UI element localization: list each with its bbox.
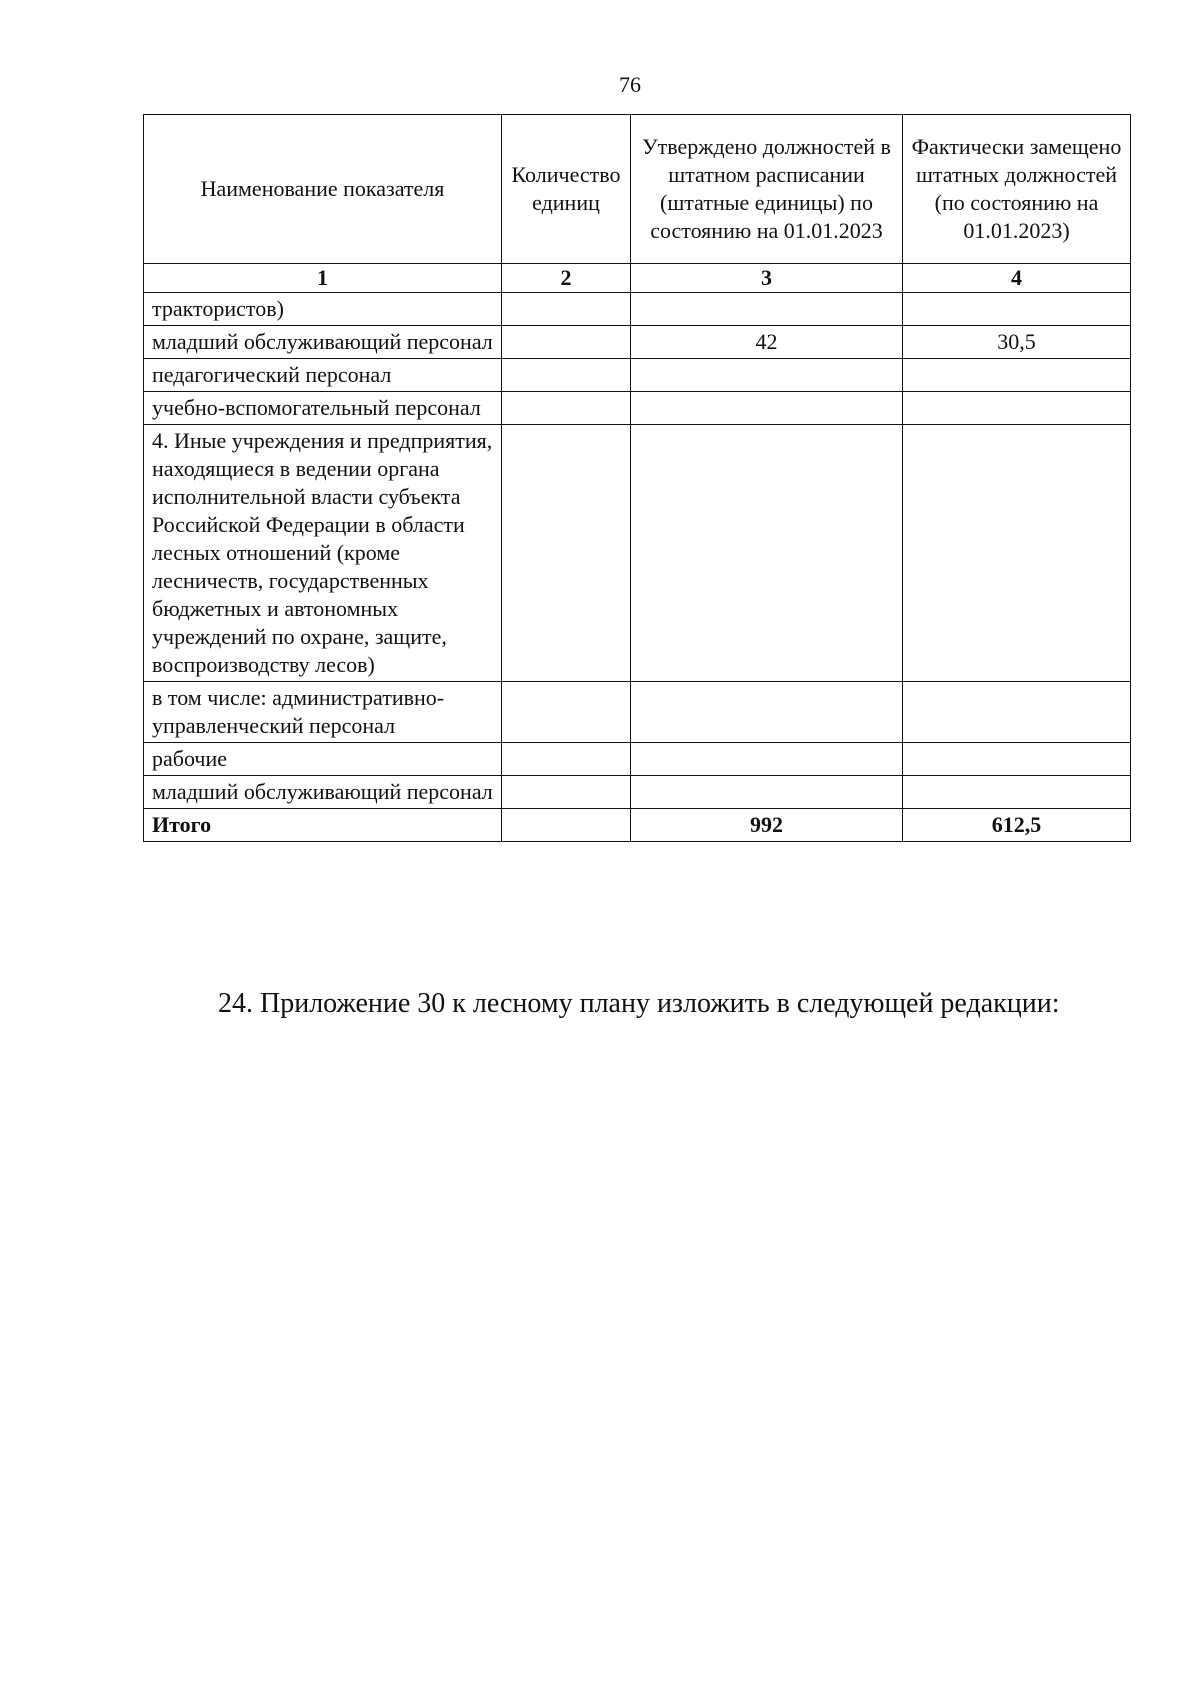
row-actual — [903, 743, 1131, 776]
row-actual — [903, 682, 1131, 743]
row-name: младший обслуживающий персонал — [144, 326, 502, 359]
column-number: 3 — [631, 264, 903, 293]
table-header-row — [144, 115, 1131, 264]
column-number: 2 — [502, 264, 631, 293]
total-actual: 612,5 — [903, 809, 1131, 842]
row-actual — [903, 293, 1131, 326]
total-count — [502, 809, 631, 842]
table-row — [144, 293, 1131, 326]
row-actual — [903, 425, 1131, 682]
row-approved — [631, 743, 903, 776]
row-count — [502, 682, 631, 743]
amendment-paragraph: 24. Приложение 30 к лесному плану изложить в следующей редакции: — [218, 988, 1060, 1019]
header-unit-count: Количество единиц — [502, 115, 631, 264]
row-approved — [631, 392, 903, 425]
total-approved: 992 — [631, 809, 903, 842]
row-approved — [631, 682, 903, 743]
row-name: педагогический персонал — [144, 359, 502, 392]
row-approved — [631, 776, 903, 809]
row-name: 4. Иные учреждения и предприятия, находящиеся в ведении органа исполнительной власти субъекта Российской Федерации в области лесных отношений (кроме лесничеств, государственных бюджетных и автономных учреждений по охране, защите, воспроизводству лесов) — [144, 425, 502, 682]
table-row — [144, 425, 1131, 682]
row-count — [502, 359, 631, 392]
column-number: 1 — [144, 264, 502, 293]
row-approved — [631, 293, 903, 326]
row-actual: 30,5 — [903, 326, 1131, 359]
staffing-table — [143, 114, 1131, 842]
row-approved — [631, 359, 903, 392]
row-approved — [631, 425, 903, 682]
row-actual — [903, 392, 1131, 425]
row-name: младший обслуживающий персонал — [144, 776, 502, 809]
header-actual-positions: Фактически замещено штатных должностей (по состоянию на 01.01.2023) — [903, 115, 1131, 264]
page-number: 76 — [619, 72, 641, 97]
row-count — [502, 293, 631, 326]
row-count — [502, 776, 631, 809]
table-row — [144, 359, 1131, 392]
table-row — [144, 743, 1131, 776]
row-count — [502, 425, 631, 682]
table-row — [144, 392, 1131, 425]
row-count — [502, 743, 631, 776]
table-row — [144, 326, 1131, 359]
row-actual — [903, 359, 1131, 392]
row-name: в том числе: административно-управленческий персонал — [144, 682, 502, 743]
table-row — [144, 682, 1131, 743]
row-name: учебно-вспомогательный персонал — [144, 392, 502, 425]
row-count — [502, 392, 631, 425]
column-number: 4 — [903, 264, 1131, 293]
row-name: трактористов) — [144, 293, 502, 326]
row-approved: 42 — [631, 326, 903, 359]
header-indicator-name: Наименование показателя — [144, 115, 502, 264]
column-numbers-row — [144, 264, 1131, 293]
header-approved-positions: Утверждено должностей в штатном расписании (штатные единицы) по состоянию на 01.01.2023 — [631, 115, 903, 264]
table-row — [144, 776, 1131, 809]
row-actual — [903, 776, 1131, 809]
total-label: Итого — [144, 809, 502, 842]
row-count — [502, 326, 631, 359]
total-row — [144, 809, 1131, 842]
row-name: рабочие — [144, 743, 502, 776]
